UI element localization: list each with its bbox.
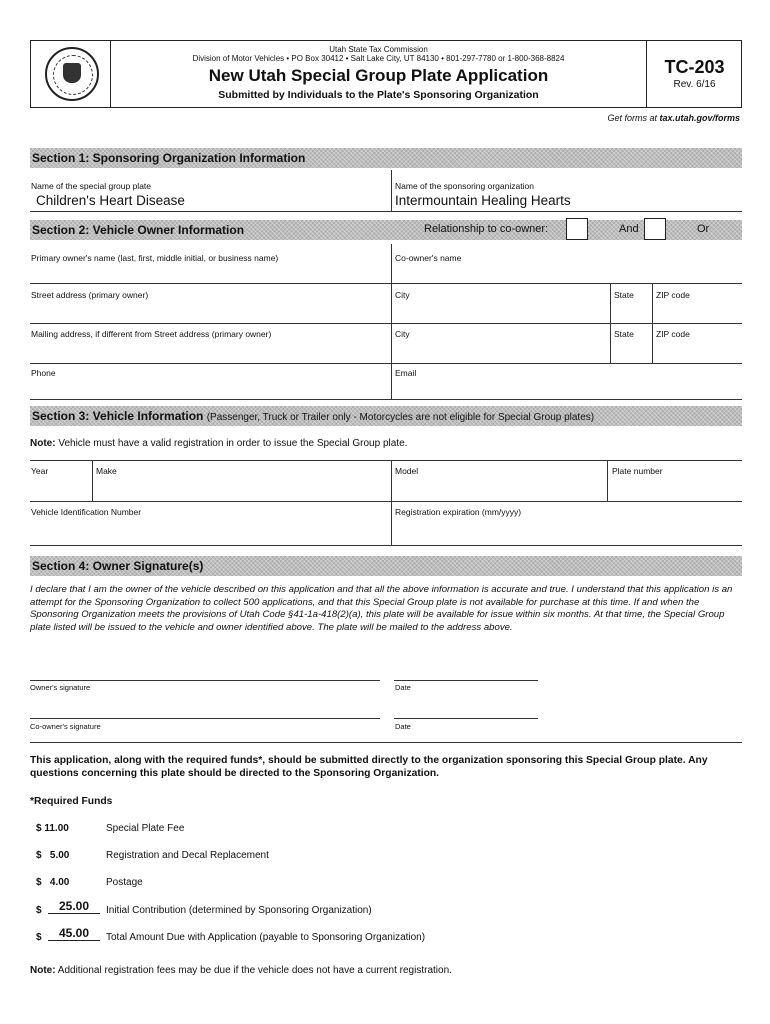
or-label: Or xyxy=(697,223,710,235)
section-3-title xyxy=(32,409,594,423)
or-checkbox[interactable] xyxy=(644,218,666,240)
fee-registration-amount: $ 5.00 xyxy=(36,850,70,861)
form-title: New Utah Special Group Plate Application xyxy=(208,66,549,85)
primary-owner-label: Primary owner's name (last, first, middle initial, or business name) xyxy=(31,253,279,263)
section-2-bar xyxy=(30,220,742,240)
state2-field[interactable] xyxy=(612,342,651,364)
fee-special-plate-amount: $ 11.00 xyxy=(36,823,69,834)
vin-field[interactable] xyxy=(30,520,390,546)
section-4-bar xyxy=(30,556,742,576)
get-forms-link[interactable]: tax.utah.gov/forms xyxy=(659,113,740,123)
divider xyxy=(607,460,608,502)
plate-number-field[interactable] xyxy=(609,478,741,502)
required-funds-heading: *Required Funds xyxy=(30,796,113,807)
form-header xyxy=(30,40,742,108)
total-amount-field[interactable]: 45.00 xyxy=(48,926,100,941)
submission-paragraph: This application, along with the required funds*, should be submitted directly to the organization sponsoring this Special Group plate. Any questions concerning this plate should be directed to the Sponsoring Organization. xyxy=(30,755,708,779)
agency-name: Utah State Tax Commission xyxy=(329,45,428,54)
section-3-title-extra: (Passenger, Truck or Trailer only - Motorcycles are not eligible for Special Group plates) xyxy=(206,412,595,423)
divider xyxy=(391,170,392,212)
state-label: State xyxy=(614,290,634,300)
divider xyxy=(92,460,93,502)
street-label: Street address (primary owner) xyxy=(31,290,149,300)
form-number-cell xyxy=(646,41,741,107)
registration-note-bold: Note: xyxy=(30,965,56,976)
org-name-field[interactable]: Intermountain Healing Hearts xyxy=(395,193,571,208)
model-label: Model xyxy=(395,466,419,476)
state2-label: State xyxy=(614,329,634,339)
owner-signature-label: Owner's signature xyxy=(30,683,91,692)
seal-cell xyxy=(31,41,111,107)
co-owner-label: Co-owner's name xyxy=(395,253,462,263)
city2-label: City xyxy=(395,329,410,339)
date2-line[interactable] xyxy=(394,718,538,719)
form-revision: Rev. 6/16 xyxy=(673,79,716,90)
make-field[interactable] xyxy=(94,478,390,502)
divider xyxy=(391,364,392,400)
plate-name-label: Name of the special group plate xyxy=(31,181,152,191)
co-owner-signature-line[interactable] xyxy=(30,718,380,719)
declaration-text: I declare that I am the owner of the vehicle described on this application and that all the above information is accurate and true. I understand that this application is an attempt for the Sponsoring Organization to collect 500 applications, and that this Special Group plate is not available for purchase at this time. If and when the Sponsoring Organization meets the provisions of Utah Code §41-1a-418(2)(a), this plate will be available for issue within six months. At that time, the Special Group plate listed will be issued to the vehicle and owner identified above. The plate will be mailed to the address above. xyxy=(30,584,733,633)
phone-label: Phone xyxy=(31,368,56,378)
owner-signature-line[interactable] xyxy=(30,680,380,681)
email-field[interactable] xyxy=(393,380,741,400)
total-dollar: $ xyxy=(36,932,42,943)
mailing-label: Mailing address, if different from Street address (primary owner) xyxy=(31,329,272,339)
get-forms-prefix: Get forms at xyxy=(607,113,657,123)
city2-field[interactable] xyxy=(393,342,609,364)
model-field[interactable] xyxy=(393,478,606,502)
total-desc: Total Amount Due with Application (payable to Sponsoring Organization) xyxy=(106,932,426,943)
date-label: Date xyxy=(395,683,411,692)
email-label: Email xyxy=(395,368,417,378)
section-divider xyxy=(30,742,742,743)
city-field[interactable] xyxy=(393,302,609,324)
vehicle-note-bold: Note: xyxy=(30,438,56,449)
contribution-amount-field[interactable]: 25.00 xyxy=(48,899,100,914)
fee-postage-amount: $ 4.00 xyxy=(36,877,70,888)
form-number: TC-203 xyxy=(664,57,725,77)
plate-name-field[interactable]: Children's Heart Disease xyxy=(36,193,185,208)
mailing-field[interactable] xyxy=(30,342,390,364)
section-1-title: Section 1: Sponsoring Organization Information xyxy=(32,151,306,165)
co-owner-signature-label: Co-owner's signature xyxy=(30,722,101,731)
reg-exp-field[interactable] xyxy=(393,520,741,546)
and-label: And xyxy=(619,223,639,235)
relationship-label: Relationship to co-owner: xyxy=(424,223,549,235)
fee-special-plate-desc: Special Plate Fee xyxy=(106,823,185,834)
state-seal-icon xyxy=(45,47,99,101)
date-line[interactable] xyxy=(394,680,538,681)
reg-exp-label: Registration expiration (mm/yyyy) xyxy=(395,507,522,517)
section-3-bar xyxy=(30,406,742,426)
form-subtitle: Submitted by Individuals to the Plate's Sponsoring Organization xyxy=(218,89,539,101)
section-1-bar xyxy=(30,148,742,168)
org-name-label: Name of the sponsoring organization xyxy=(395,181,534,191)
section-2-title: Section 2: Vehicle Owner Information xyxy=(32,223,245,237)
vehicle-note xyxy=(30,438,407,449)
section-4-title: Section 4: Owner Signature(s) xyxy=(32,559,204,573)
agency-address: Division of Motor Vehicles • PO Box 30412 • Salt Lake City, UT 84130 • 801-297-7780 or 1-800-368-8824 xyxy=(192,54,565,63)
year-field[interactable] xyxy=(30,478,91,502)
section-3-title-text: Section 3: Vehicle Information xyxy=(32,409,204,423)
primary-owner-field[interactable] xyxy=(30,264,390,284)
phone-field[interactable] xyxy=(30,380,390,400)
street-field[interactable] xyxy=(30,302,390,324)
zip-label: ZIP code xyxy=(656,290,690,300)
date2-label: Date xyxy=(395,722,411,731)
and-checkbox[interactable] xyxy=(566,218,588,240)
state-field[interactable] xyxy=(612,302,651,324)
co-owner-field[interactable] xyxy=(393,264,741,284)
contribution-desc: Initial Contribution (determined by Sponsoring Organization) xyxy=(106,905,372,916)
fee-postage-desc: Postage xyxy=(106,877,143,888)
contribution-dollar: $ xyxy=(36,905,42,916)
zip-field[interactable] xyxy=(654,302,741,324)
zip2-field[interactable] xyxy=(654,342,741,364)
get-forms-note xyxy=(607,113,740,123)
city-label: City xyxy=(395,290,410,300)
vin-label: Vehicle Identification Number xyxy=(31,507,142,517)
registration-note-text: Additional registration fees may be due if the vehicle does not have a current registration. xyxy=(55,965,452,976)
make-label: Make xyxy=(96,466,117,476)
year-label: Year xyxy=(31,466,49,476)
zip2-label: ZIP code xyxy=(656,329,690,339)
plate-number-label: Plate number xyxy=(612,466,663,476)
registration-fee-note xyxy=(30,965,452,976)
fee-registration-desc: Registration and Decal Replacement xyxy=(106,850,269,861)
vehicle-note-text: Vehicle must have a valid registration in order to issue the Special Group plate. xyxy=(55,438,408,449)
